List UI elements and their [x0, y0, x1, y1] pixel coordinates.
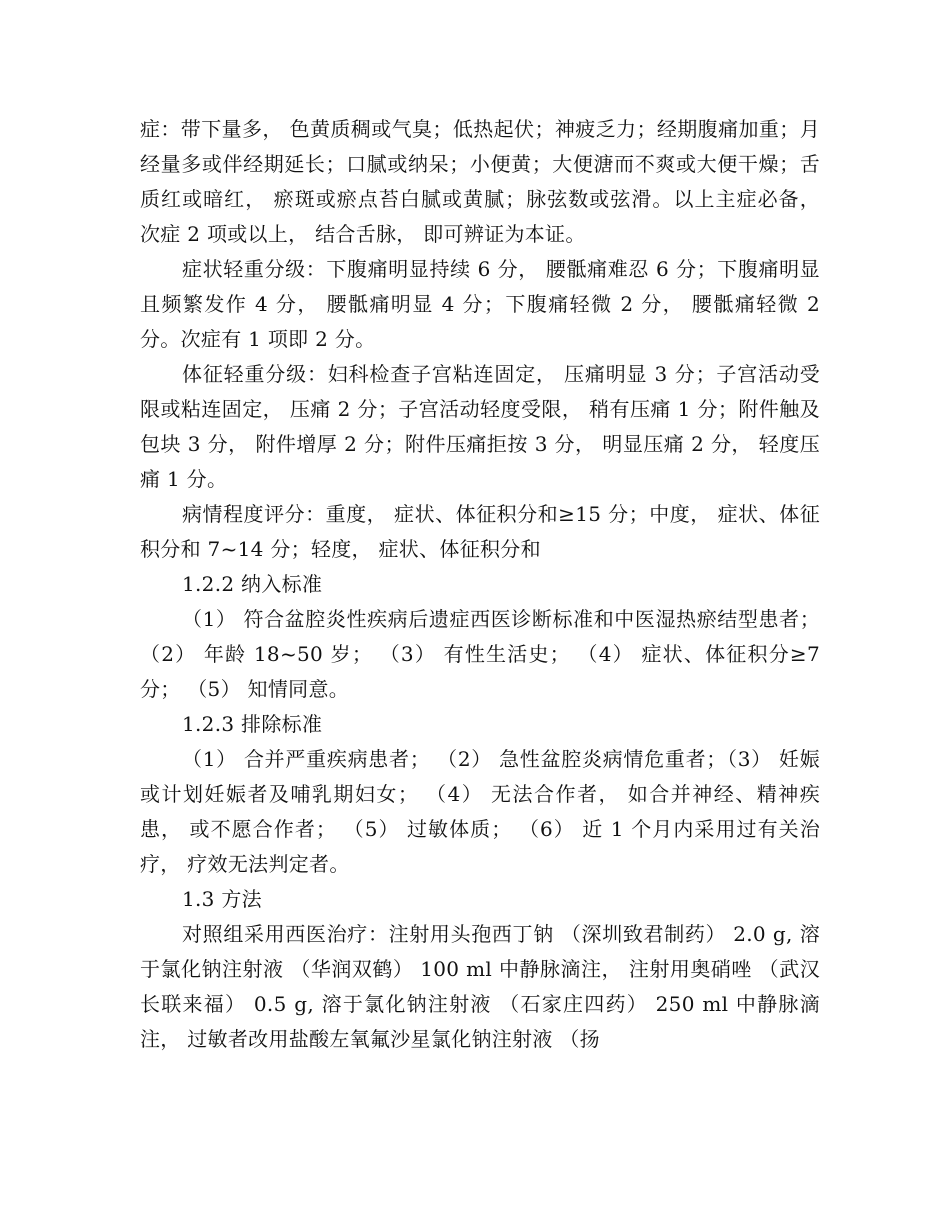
paragraph-symptom-grading: 症状轻重分级：下腹痛明显持续 6 分， 腰骶痛难忍 6 分；下腹痛明显且频繁发作 4 分， 腰骶痛明显 4 分；下腹痛轻微 2 分， 腰骶痛轻微 2 分。次症有 1 项即 2 分。 — [140, 257, 820, 351]
paragraph-inclusion-criteria: （1） 符合盆腔炎性疾病后遗症西医诊断标准和中医湿热瘀结型患者； （2） 年龄 18~50 岁； （3） 有性生活史； （4） 症状、体征积分≥7 分； （5） 知情同意。 — [140, 607, 820, 701]
paragraph-exclusion-criteria: （1） 合并严重疾病患者； （2） 急性盆腔炎病情危重者；（3） 妊娠或计划妊娠者及哺乳期妇女； （4） 无法合作者， 如合并神经、精神疾患， 或不愿合作者； （5） 过敏体质； （6） 近 1 个月内采用过有关治疗， 疗效无法判定者。 — [140, 747, 820, 876]
heading-inclusion-criteria: 1.2.2 纳入标准 — [182, 572, 323, 596]
paragraph-methods: 对照组采用西医治疗：注射用头孢西丁钠 （深圳致君制药） 2.0 g, 溶于氯化钠注射液 （华润双鹤） 100 ml 中静脉滴注， 注射用奥硝唑 （武汉长联来福） 0.5 g, 溶于氯化钠注射液 （石家庄四药） 250 ml 中静脉滴注， 过敏者改用盐酸左氧氟沙星氯化钠注射液 （扬 — [140, 922, 820, 1051]
paragraph-sign-grading: 体征轻重分级：妇科检查子宫粘连固定， 压痛明显 3 分；子宫活动受限或粘连固定， 压痛 2 分；子宫活动轻度受限， 稍有压痛 1 分；附件触及包块 3 分， 附件增厚 2 分；附件压痛拒按 3 分， 明显压痛 2 分， 轻度压痛 1 分。 — [140, 362, 820, 491]
heading-methods: 1.3 方法 — [182, 887, 262, 911]
heading-exclusion-criteria: 1.2.3 排除标准 — [182, 712, 323, 736]
paragraph-syndrome-criteria: 症：带下量多， 色黄质稠或气臭；低热起伏；神疲乏力；经期腹痛加重；月经量多或伴经期延长；口腻或纳呆；小便黄；大便溏而不爽或大便干燥；舌质红或暗红， 瘀斑或瘀点苔白腻或黄腻；脉弦数或弦滑。以上主症必备， 次症 2 项或以上， 结合舌脉， 即可辨证为本证。 — [140, 117, 820, 246]
paragraph-severity-score: 病情程度评分：重度， 症状、体征积分和≥15 分；中度， 症状、体征积分和 7~14 分；轻度， 症状、体征积分和 — [140, 502, 820, 561]
document-page — [140, 112, 820, 1057]
